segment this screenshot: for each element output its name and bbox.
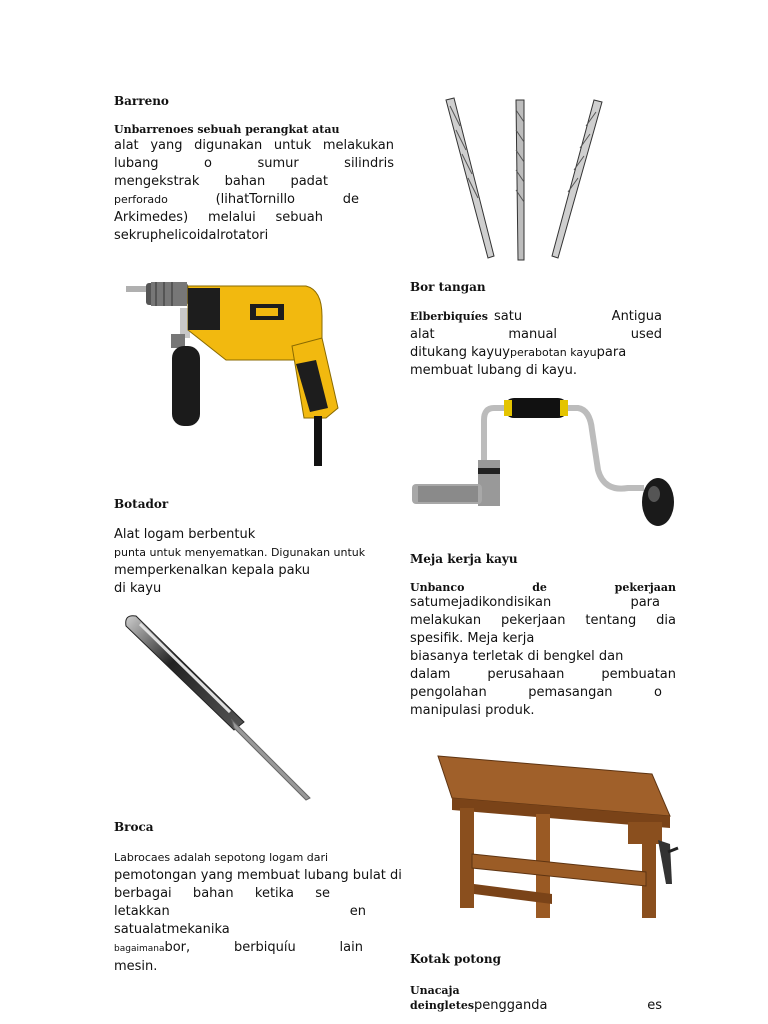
heading-kotak: Kotak potong xyxy=(410,952,502,966)
section-botador xyxy=(114,497,404,598)
barreno-line: lubang o sumur silindris xyxy=(114,156,394,171)
broca-line: bagaimanabor, berbiquíu lain xyxy=(114,940,363,955)
nail-punch-image xyxy=(120,612,320,802)
heading-meja: Meja kerja kayu xyxy=(410,552,518,566)
meja-lead: Unbanco de pekerjaan xyxy=(410,581,676,594)
botador-line: Alat logam berbentuk xyxy=(114,527,256,542)
meja-line: spesifik. Meja kerja xyxy=(410,631,535,646)
barreno-line: Arkimedes) melalui sebuah xyxy=(114,210,323,225)
hand-brace-image xyxy=(408,390,680,530)
bor-tangan-line: alat manual used xyxy=(410,327,662,342)
section-bor-tangan xyxy=(410,280,662,380)
broca-line: berbagai bahan ketika se xyxy=(114,886,330,901)
broca-body xyxy=(114,849,414,976)
broca-line: Labrocaes adalah sepotong logam dari xyxy=(114,851,329,864)
broca-line: pemotongan yang membuat lubang bulat di xyxy=(114,868,402,883)
botador-body xyxy=(114,526,404,598)
heading-botador: Botador xyxy=(114,497,169,511)
botador-line: di kayu xyxy=(114,581,162,596)
barreno-line: perforado (lihatTornillo de xyxy=(114,192,359,207)
heading-broca: Broca xyxy=(114,820,154,834)
broca-line: satualatmekanika xyxy=(114,922,230,937)
section-kotak xyxy=(410,952,662,1015)
broca-line: letakkan en xyxy=(114,904,366,919)
bor-tangan-line: ditukang kayuyperabotan kayupara xyxy=(410,345,627,360)
botador-line: memperkenalkan kepala paku xyxy=(114,563,311,578)
bor-tangan-line: Elberbiquíes satu Antigua xyxy=(410,309,662,324)
meja-line: melakukan pekerjaan tentang dia xyxy=(410,613,676,628)
meja-line: satumejadikondisikan para xyxy=(410,595,660,610)
barreno-body xyxy=(114,137,394,245)
barreno-lead: Unbarrenoes sebuah perangkat atau xyxy=(114,123,340,136)
kotak-lead: Unacaja xyxy=(410,984,460,997)
meja-body xyxy=(410,594,676,720)
barreno-line: alat yang digunakan untuk melakukan xyxy=(114,138,394,153)
broca-line: mesin. xyxy=(114,959,158,974)
section-broca xyxy=(114,820,414,976)
barreno-line: mengekstrak bahan padat xyxy=(114,174,328,189)
meja-line: pengolahan pemasangan o xyxy=(410,685,662,700)
botador-line: punta untuk menyematkan. Digunakan untuk xyxy=(114,546,366,559)
bor-tangan-body xyxy=(410,308,662,380)
heading-bor-tangan: Bor tangan xyxy=(410,280,486,294)
section-meja xyxy=(410,552,676,720)
barreno-line: sekruphelicoidalrotatori xyxy=(114,228,269,243)
drill-bits-image xyxy=(440,96,610,266)
meja-line: manipulasi produk. xyxy=(410,703,535,718)
power-drill-image xyxy=(116,268,340,473)
kotak-line: deingletespengganda es xyxy=(410,998,662,1013)
bor-tangan-line: membuat lubang di kayu. xyxy=(410,363,578,378)
heading-barreno: Barreno xyxy=(114,94,169,108)
meja-line: dalam perusahaan pembuatan xyxy=(410,667,676,682)
section-barreno xyxy=(114,94,394,245)
workbench-image xyxy=(432,744,682,924)
meja-line: biasanya terletak di bengkel dan xyxy=(410,649,624,664)
